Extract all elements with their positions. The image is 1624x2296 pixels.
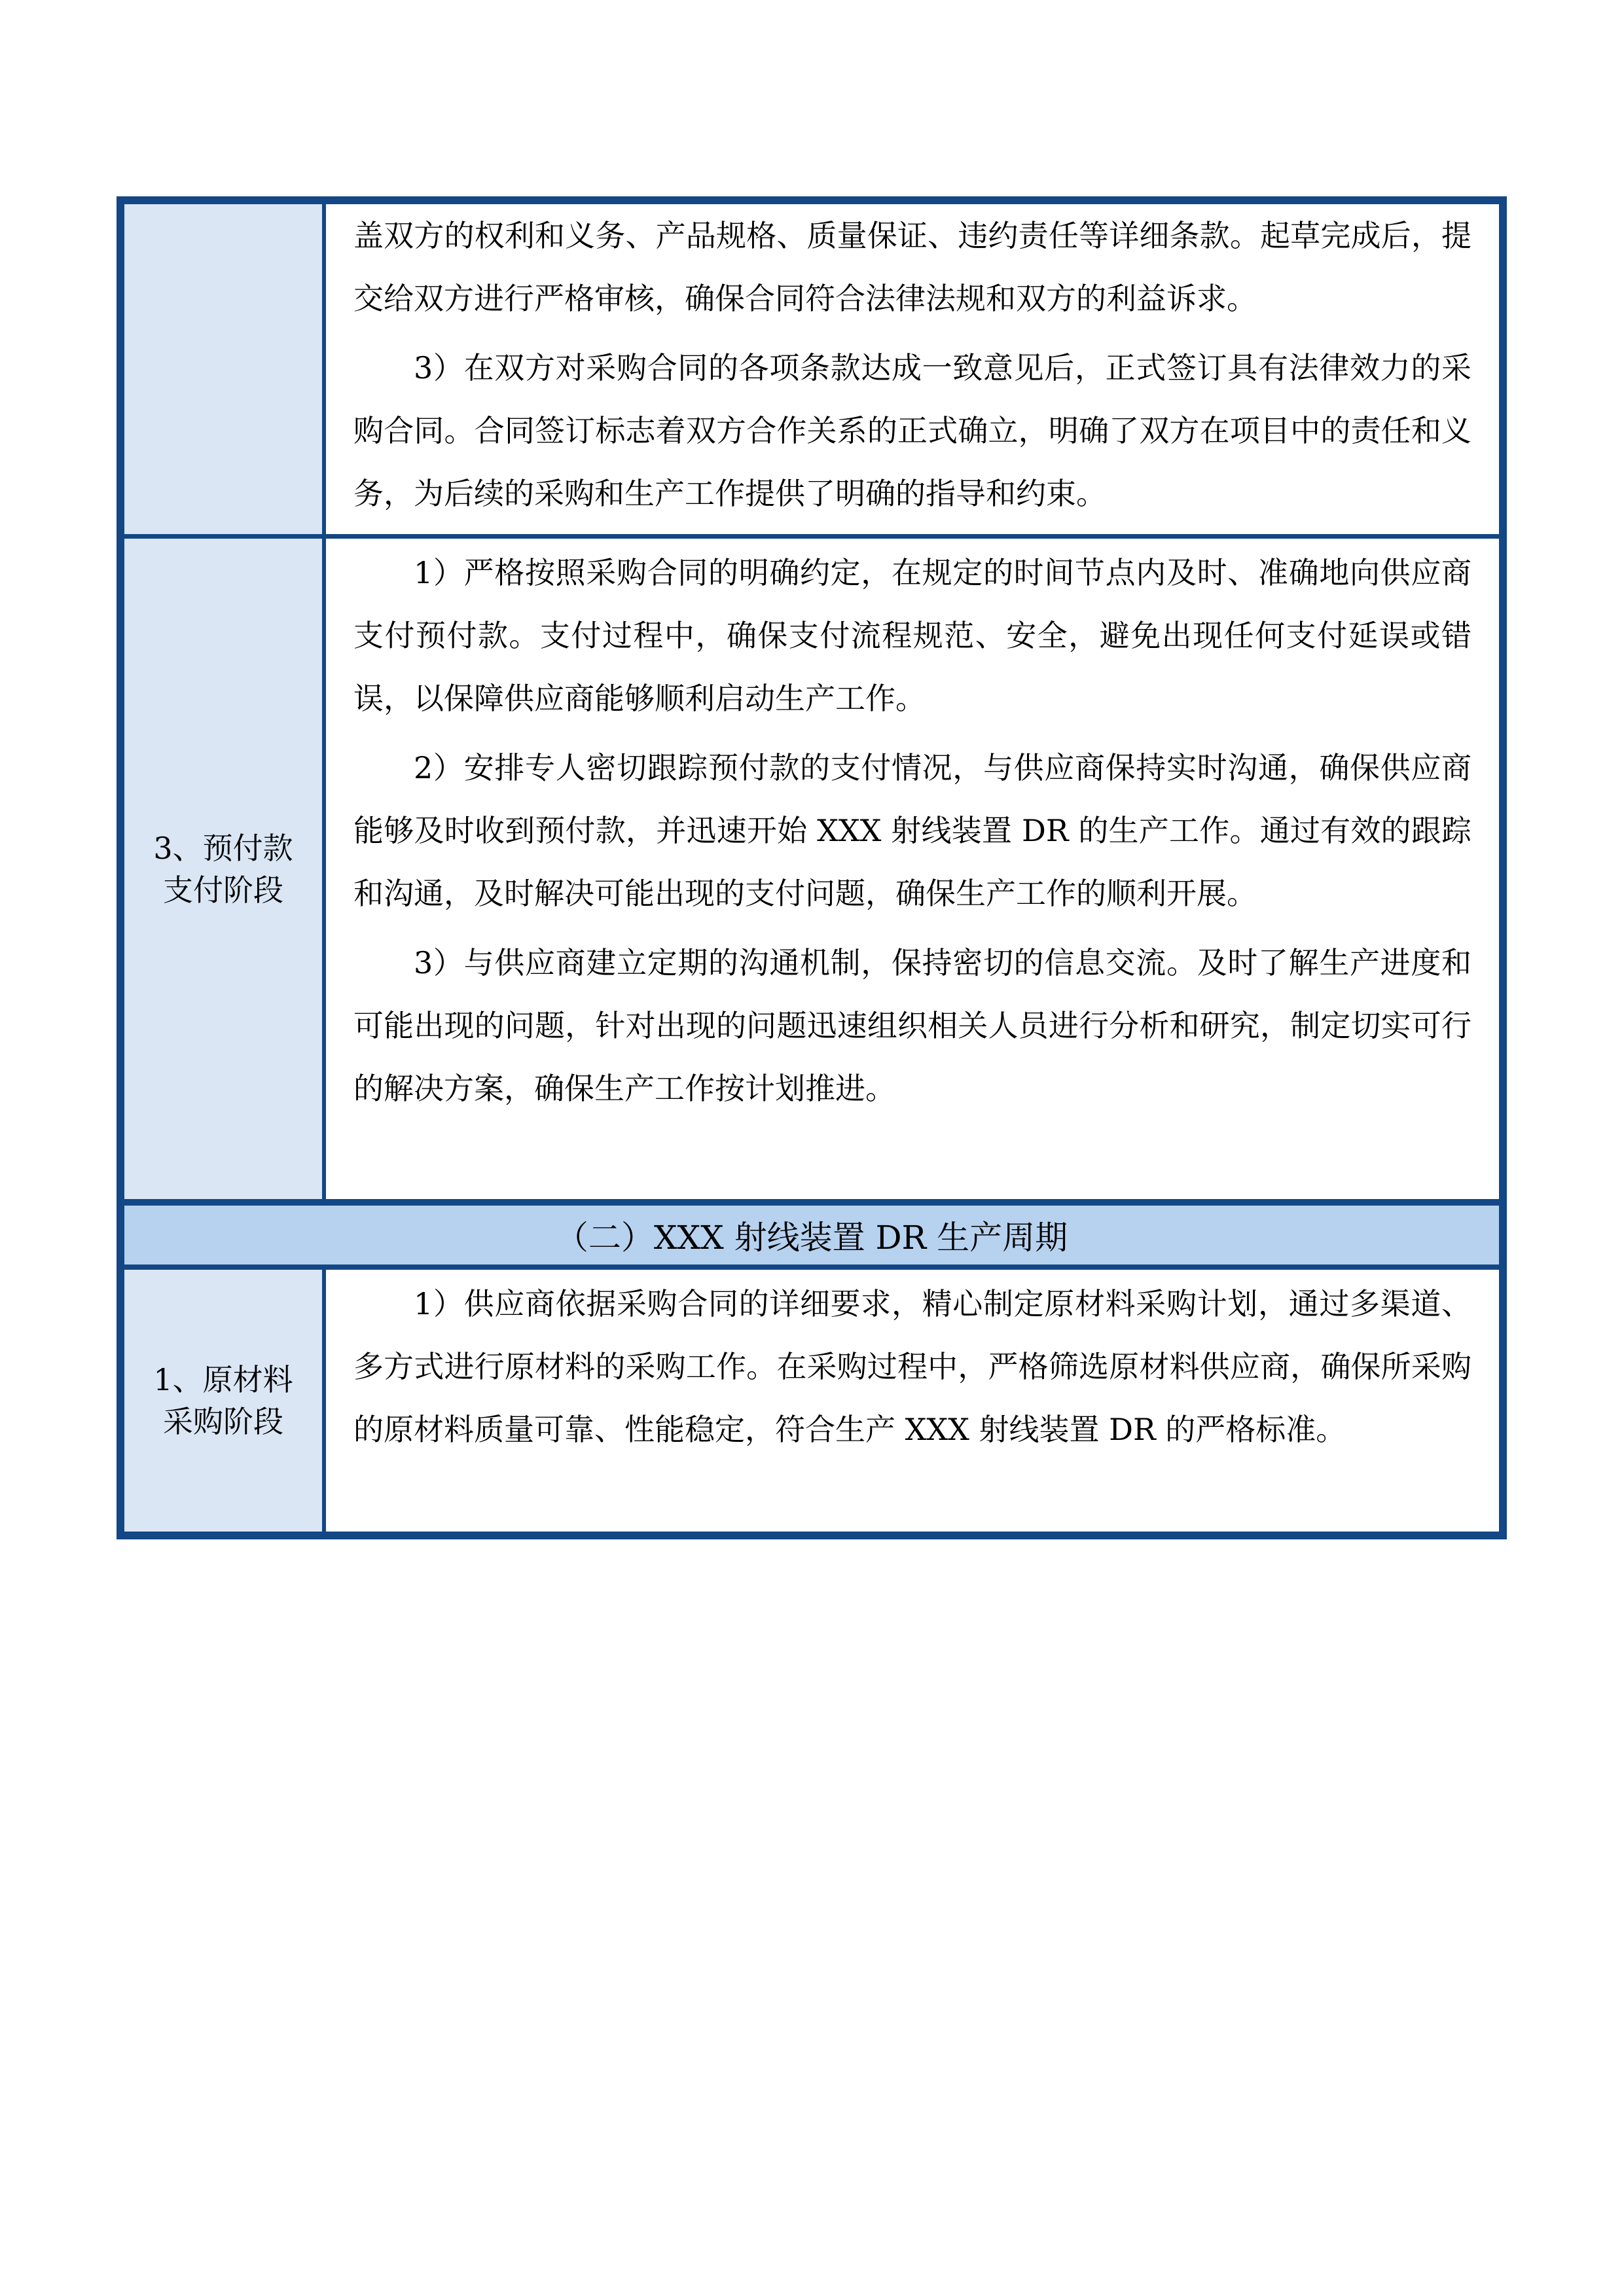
stage-label-cell-empty [124, 204, 326, 534]
stage-label-advance-payment [124, 539, 326, 1199]
section-heading-row [124, 1206, 1499, 1270]
table-row-raw-material [124, 1270, 1499, 1532]
stage-content-cell [326, 204, 1499, 534]
stage-label-line-1: 1、原材料 [153, 1362, 293, 1397]
stage-content-cell [326, 1270, 1499, 1532]
table-row-contract-continued [124, 204, 1499, 539]
paragraph-contract-drafting: 盖双方的权利和义务、产品规格、质量保证、违约责任等详细条款。起草完成后，提交给双方进行严格审核，确保合同符合法律法规和双方的利益诉求。 [353, 218, 1471, 316]
stage-label-line-2: 支付阶段 [163, 872, 283, 908]
procurement-schedule-table [117, 196, 1507, 1539]
paragraph-contract-signing: 3）在双方对采购合同的各项条款达成一致意见后，正式签订具有法律效力的采购合同。合同签订标志着双方合作关系的正式确立，明确了双方在项目中的责任和义务，为后续的采购和生产工作提供了明确的指导和约束。 [353, 350, 1471, 511]
stage-label-line-1: 3、预付款 [153, 830, 293, 866]
paragraph-raw-material-1: 1）供应商依据采购合同的详细要求，精心制定原材料采购计划，通过多渠道、多方式进行原材料的采购工作。在采购过程中，严格筛选原材料供应商，确保所采购的原材料质量可靠、性能稳定，符合生产 XXX 射线装置 DR 的严格标准。 [353, 1286, 1471, 1447]
paragraph-payment-3: 3）与供应商建立定期的沟通机制，保持密切的信息交流。及时了解生产进度和可能出现的问题，针对出现的问题迅速组织相关人员进行分析和研究，制定切实可行的解决方案，确保生产工作按计划推进。 [353, 945, 1471, 1106]
stage-label-line-2: 采购阶段 [163, 1404, 283, 1439]
stage-content-cell [326, 539, 1499, 1199]
paragraph-payment-2: 2）安排专人密切跟踪预付款的支付情况，与供应商保持实时沟通，确保供应商能够及时收到预付款，并迅速开始 XXX 射线装置 DR 的生产工作。通过有效的跟踪和沟通，及时解决可能出现的支付问题，确保生产工作的顺利开展。 [353, 750, 1471, 911]
stage-label-raw-material [124, 1270, 326, 1532]
paragraph-payment-1: 1）严格按照采购合同的明确约定，在规定的时间节点内及时、准确地向供应商支付预付款。支付过程中，确保支付流程规范、安全，避免出现任何支付延误或错误，以保障供应商能够顺利启动生产工作。 [353, 555, 1471, 716]
section-heading: （二）XXX 射线装置 DR 生产周期 [555, 1219, 1068, 1257]
table-row-advance-payment [124, 539, 1499, 1206]
